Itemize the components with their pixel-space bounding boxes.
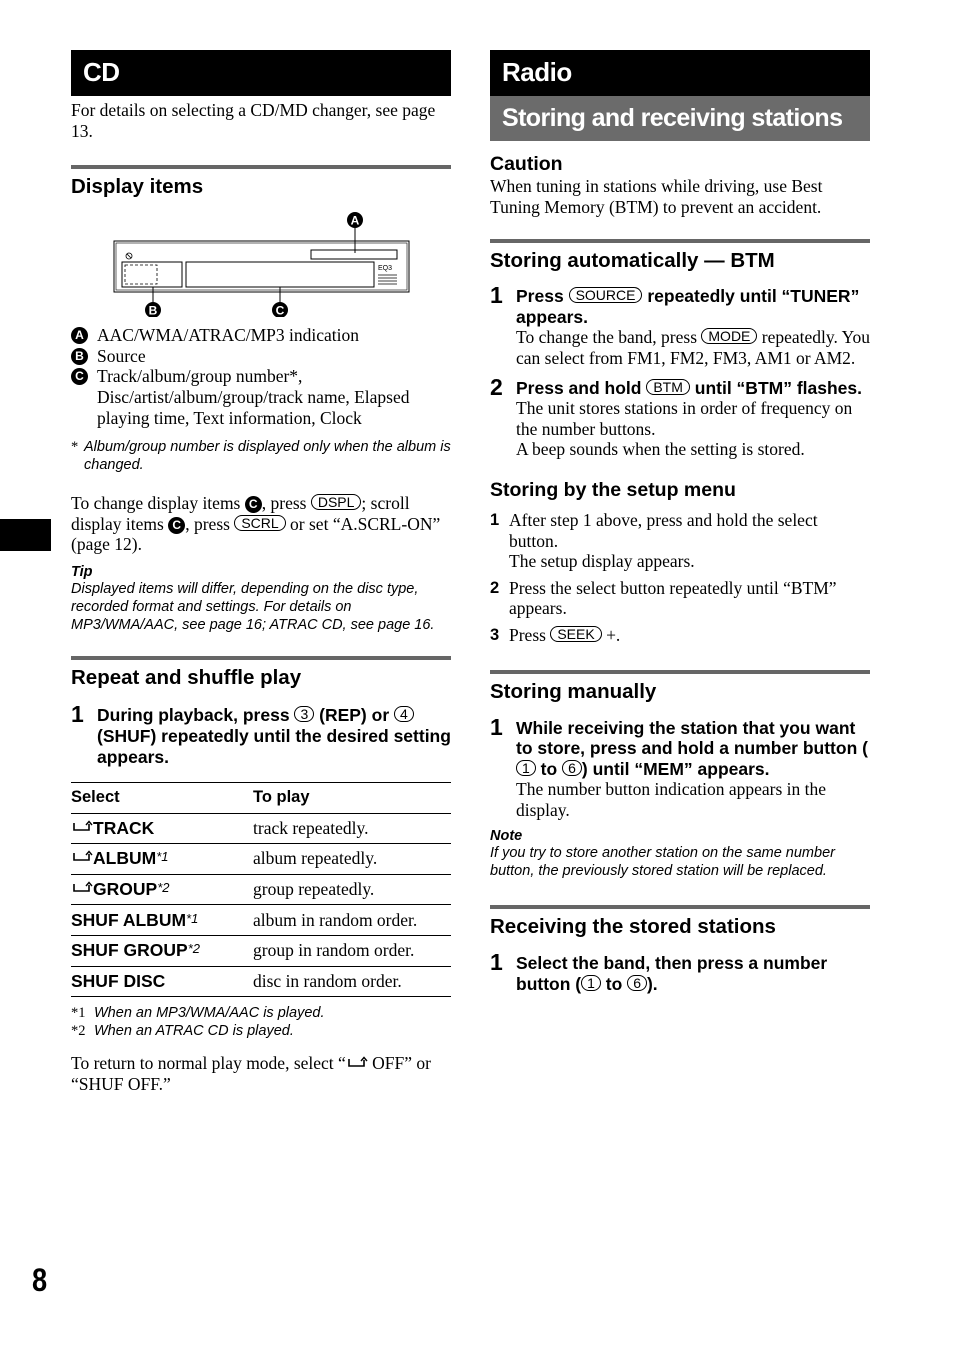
list-item: [490, 625, 870, 646]
legend-text-a: AAC/WMA/ATRAC/MP3 indication: [97, 325, 360, 346]
manual-step1-text-a: While receiving the station that you want to store, press and hold a number button (: [516, 717, 868, 759]
dspl-key: DSPL: [311, 494, 362, 510]
return-text-a: To return to normal play mode, select “: [71, 1053, 346, 1074]
repeat-icon: [71, 820, 93, 834]
setup-item3-text-a: Press: [509, 624, 546, 645]
tip-heading: Tip: [71, 563, 93, 580]
button-1-key: 1: [516, 760, 536, 776]
table-header-row: [71, 782, 451, 813]
play-value: album in random order.: [253, 905, 451, 936]
repeat-step-1: [71, 700, 451, 768]
manual-step1-body: The number button indication appears in the display.: [516, 779, 827, 820]
legend-text-b: Source: [97, 345, 146, 366]
repeat-shuffle-heading: Repeat and shuffle play: [71, 656, 451, 690]
return-normal-instructions: [71, 1053, 451, 1094]
footnote-mark: *1: [71, 1005, 86, 1022]
select-value: SHUF ALBUM: [71, 909, 187, 930]
callout-c-inline-2: C: [168, 517, 185, 534]
select-value: SHUF GROUP: [71, 940, 188, 961]
callout-c-inline: C: [245, 496, 262, 513]
btm-step1-text-b: repeatedly until “TUNER” appears.: [516, 286, 860, 327]
seek-key: SEEK: [550, 626, 601, 642]
left-column: [71, 50, 451, 1094]
change-text-5: , press: [185, 513, 230, 534]
display-footnote: [71, 438, 451, 474]
table-header-play: To play: [253, 782, 451, 813]
list-number: 2: [490, 578, 500, 597]
setup-item2-text: Press the select button repeatedly until “BTM” appears.: [509, 577, 837, 619]
callout-c-label: C: [275, 303, 285, 318]
change-text-6: or set “A.SCRL-ON” (page 12).: [71, 513, 441, 555]
footnote-text: When an MP3/WMA/AAC is played.: [94, 1005, 325, 1022]
step-number: 2: [490, 373, 503, 400]
play-value: group repeatedly.: [253, 874, 451, 905]
button-1-key: 1: [581, 975, 601, 991]
button-6-key: 6: [627, 975, 647, 991]
cd-section-title: CD: [71, 50, 451, 96]
storing-manually-heading: Storing manually: [490, 670, 870, 704]
table-row: [71, 874, 451, 905]
mode-key: MODE: [701, 328, 757, 344]
btm-step1-body-a: To change the band, press: [516, 327, 698, 348]
table-header-select: Select: [71, 782, 253, 813]
callout-a-label: A: [350, 213, 360, 228]
table-row: [71, 905, 451, 936]
table-footnotes: [71, 1004, 451, 1040]
table-footnote-1: [71, 1004, 451, 1022]
list-number: 3: [490, 625, 500, 644]
change-text-3: ;: [361, 493, 367, 514]
section-side-tab: [0, 519, 51, 551]
btm-step1-body: [516, 327, 870, 368]
note-heading: Note: [490, 828, 523, 845]
footnote-text: Album/group number is displayed only when the album is changed.: [84, 439, 451, 474]
source-key: SOURCE: [569, 287, 643, 303]
radio-section-title: Radio: [490, 50, 870, 96]
legend-marker-a: A: [71, 327, 88, 344]
caution-text: When tuning in stations while driving, use Best Tuning Memory (BTM) to prevent an accident.: [490, 176, 823, 217]
legend-marker-b: B: [71, 348, 88, 365]
step-number: 1: [71, 700, 84, 727]
list-item: [490, 578, 870, 619]
return-text-b: OFF” or “SHUF OFF.”: [71, 1053, 431, 1094]
note-text: If you try to store another station on the same number button, the previously stored station will be replaced.: [490, 845, 835, 880]
repeat-shuffle-table: [71, 782, 451, 997]
play-value: disc in random order.: [253, 966, 451, 997]
table-row: [71, 844, 451, 875]
select-value: ALBUM: [93, 848, 157, 869]
setup-item1-text: After step 1 above, press and hold the select button.: [509, 509, 818, 551]
select-value: SHUF DISC: [71, 970, 166, 991]
play-value: album repeatedly.: [253, 844, 451, 875]
repeat-icon: [71, 850, 93, 864]
storing-receiving-title: Storing and receiving stations: [490, 96, 870, 141]
table-row: [71, 813, 451, 844]
setup-menu-heading: Storing by the setup menu: [490, 478, 736, 501]
legend-item-c: [71, 366, 451, 428]
btm-step2-text-b: until “BTM” flashes.: [694, 377, 862, 398]
repeat-icon: [346, 1056, 368, 1070]
footnote-ref: *2: [187, 941, 200, 957]
select-value: GROUP: [93, 879, 158, 900]
footnote-mark: *2: [71, 1023, 86, 1040]
button-6-key: 6: [562, 760, 582, 776]
table-row: [71, 935, 451, 966]
btm-step1-text-a: Press: [516, 286, 564, 307]
table-footnote-2: [71, 1022, 451, 1040]
legend-text-c: Track/album/group number*, Disc/artist/album/group/track name, Elapsed playing time, Text information, Clock: [97, 366, 410, 428]
receive-step1-text-c: ).: [646, 974, 658, 995]
eq-indicator: EQ3: [378, 265, 393, 273]
table-row: [71, 966, 451, 997]
manual-step-1: [490, 713, 870, 821]
step-number: 1: [490, 713, 503, 740]
receive-step1-text-a: Select the band, then press a number button (: [516, 953, 828, 995]
footnote-text: When an ATRAC CD is played.: [94, 1023, 294, 1040]
caution-heading: Caution: [490, 153, 563, 175]
display-items-heading: Display items: [71, 165, 451, 199]
manual-step1-text-c: ) until “MEM” appears.: [581, 758, 770, 779]
setup-menu-list: [490, 510, 870, 646]
change-text-4: scroll display items: [71, 493, 410, 534]
btm-step1-body-b: repeatedly. You can select from FM1, FM2, FM3, AM1 or AM2.: [516, 327, 870, 368]
button-3-key: 3: [294, 706, 314, 722]
setup-item1-sub: The setup display appears.: [509, 551, 695, 572]
list-item: [490, 510, 870, 572]
repeat-step-text-a: During playback, press: [97, 704, 290, 725]
footnote-ref: *1: [186, 910, 199, 926]
change-display-instructions: [71, 493, 451, 555]
btm-step2-body-1: The unit stores stations in order of frequency on the number buttons.: [516, 398, 853, 439]
tip-text: Displayed items will differ, depending on the disc type, recorded format and settings. For details on MP3/WMA/AAC, see page 16; ATRAC CD, see page 16.: [71, 580, 435, 633]
repeat-step-text-b: (REP) or: [319, 704, 390, 725]
btm-step2-text-a: Press and hold: [516, 377, 642, 398]
legend-marker-c: C: [71, 368, 88, 385]
legend-item-b: [71, 346, 451, 367]
display-legend: [71, 325, 451, 428]
cd-intro: For details on selecting a CD/MD changer, see page 13.: [71, 100, 436, 141]
receive-step-1: [490, 949, 870, 995]
list-number: 1: [490, 510, 500, 529]
play-value: track repeatedly.: [253, 813, 451, 844]
button-4-key: 4: [394, 706, 414, 722]
step-number: 1: [490, 949, 503, 976]
display-diagram: [71, 207, 451, 317]
step-number: 1: [490, 282, 503, 309]
repeat-icon: [71, 881, 93, 895]
callout-b-label: B: [148, 303, 158, 318]
change-text-2: , press: [261, 493, 307, 514]
btm-step-2: [490, 373, 870, 460]
display-panel-illustration: [71, 207, 451, 317]
scrl-key: SCRL: [234, 515, 285, 531]
page-number: 8: [32, 1262, 48, 1298]
change-text-1: To change display items: [71, 493, 241, 514]
receiving-stored-heading: Receiving the stored stations: [490, 905, 870, 939]
footnote-ref: *2: [157, 880, 170, 896]
setup-item3-text-b: +.: [606, 624, 621, 645]
legend-item-a: [71, 325, 451, 346]
play-value: group in random order.: [253, 935, 451, 966]
btm-heading: Storing automatically — BTM: [490, 239, 870, 273]
manual-step1-text-b: to: [540, 758, 558, 779]
right-column: [490, 50, 870, 995]
btm-key: BTM: [646, 379, 690, 395]
select-value: TRACK: [93, 817, 155, 838]
receive-step1-text-b: to: [605, 974, 623, 995]
btm-step-1: [490, 282, 870, 368]
footnote-mark: *: [71, 439, 79, 456]
btm-step2-body-2: A beep sounds when the setting is stored.: [516, 439, 805, 460]
repeat-step-text-c: (SHUF) repeatedly until the desired setting appears.: [97, 725, 451, 767]
footnote-ref: *1: [156, 849, 169, 865]
